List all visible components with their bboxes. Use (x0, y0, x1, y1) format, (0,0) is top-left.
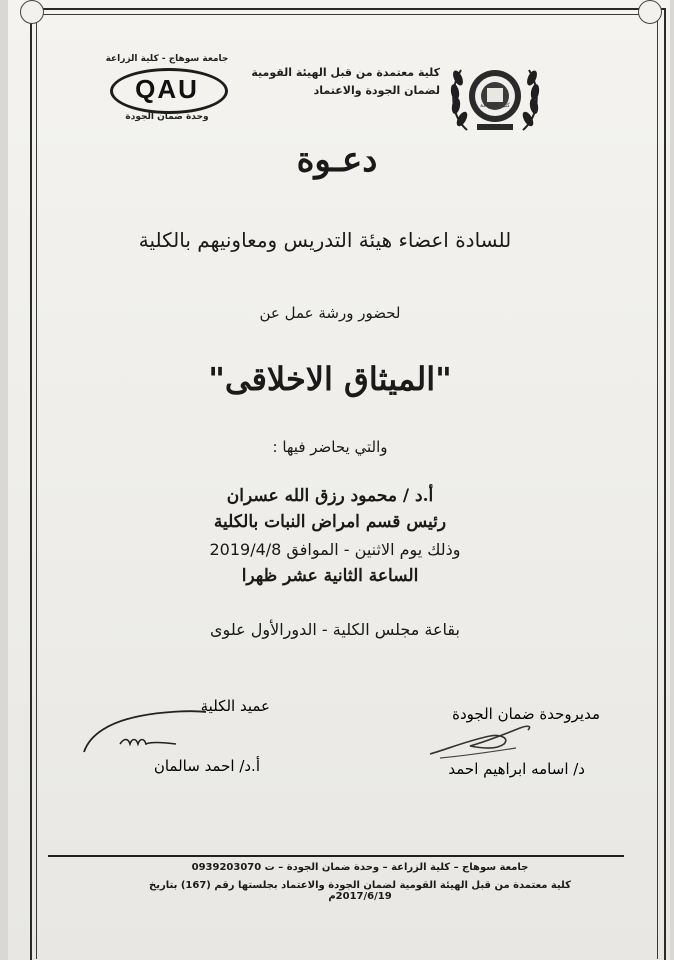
footer-contact-line: جامعة سوهاج – كلية الزراعة – وحدة ضمان الجودة – ت 0939203070 (191, 862, 529, 873)
invitation-title: دعـوة (296, 140, 378, 180)
faculty-emblem-logo (447, 56, 543, 138)
footer-accreditation-line: كلية معتمدة من قبل الهيئة القومية لضمان الجودة والاعتماد بجلستها رقم (167) بتاريخ 2017/6/19م (149, 880, 571, 902)
dean-signature (80, 704, 210, 758)
lecturer-intro: والتي يحاضر فيها : (272, 438, 388, 456)
lecturer-name: أ.د / محمود رزق الله عسران (226, 486, 434, 506)
dean-title: عميد الكلية (200, 697, 270, 715)
workshop-topic: "الميثاق الاخلاقى" (208, 360, 452, 398)
qau-logo (104, 52, 230, 126)
event-date: وذلك يوم الاثنين - الموافق 2019/4/8 (209, 540, 461, 559)
emblem-label: كلية الزراعة (480, 102, 510, 109)
quality-director-name: د/ اسامه ابراهيم احمد (448, 760, 585, 778)
footer-divider (48, 855, 624, 857)
corner-ornament (638, 0, 662, 24)
accreditation-text (250, 64, 440, 100)
accreditation-line-2: لضمان الجودة والاعتماد (313, 84, 440, 97)
accreditation-line-1: كلية معتمدة من قبل الهيئة القومية (251, 66, 440, 79)
qau-logo-text: QAU (135, 74, 199, 104)
quality-director-title: مديروحدة ضمان الجودة (452, 705, 600, 723)
quality-director-signature (420, 718, 540, 762)
invitation-recipients: للسادة اعضاء هيئة التدريس ومعاونيهم بالكلية (138, 228, 512, 252)
lecturer-position: رئيس قسم امراض النبات بالكلية (213, 512, 447, 532)
dean-name: أ.د/ احمد سالمان (153, 757, 260, 775)
corner-ornament (20, 0, 44, 24)
event-time: الساعة الثانية عشر ظهرا (241, 566, 419, 586)
qau-logo-bottom-text: وحدة ضمان الجودة (125, 112, 209, 122)
qau-logo-top-text: جامعة سوهاج - كلية الزراعة (105, 54, 229, 64)
attend-line: لحضور ورشة عمل عن (259, 304, 401, 322)
event-venue: بقاعة مجلس الكلية - الدورالأول علوى (210, 620, 460, 639)
